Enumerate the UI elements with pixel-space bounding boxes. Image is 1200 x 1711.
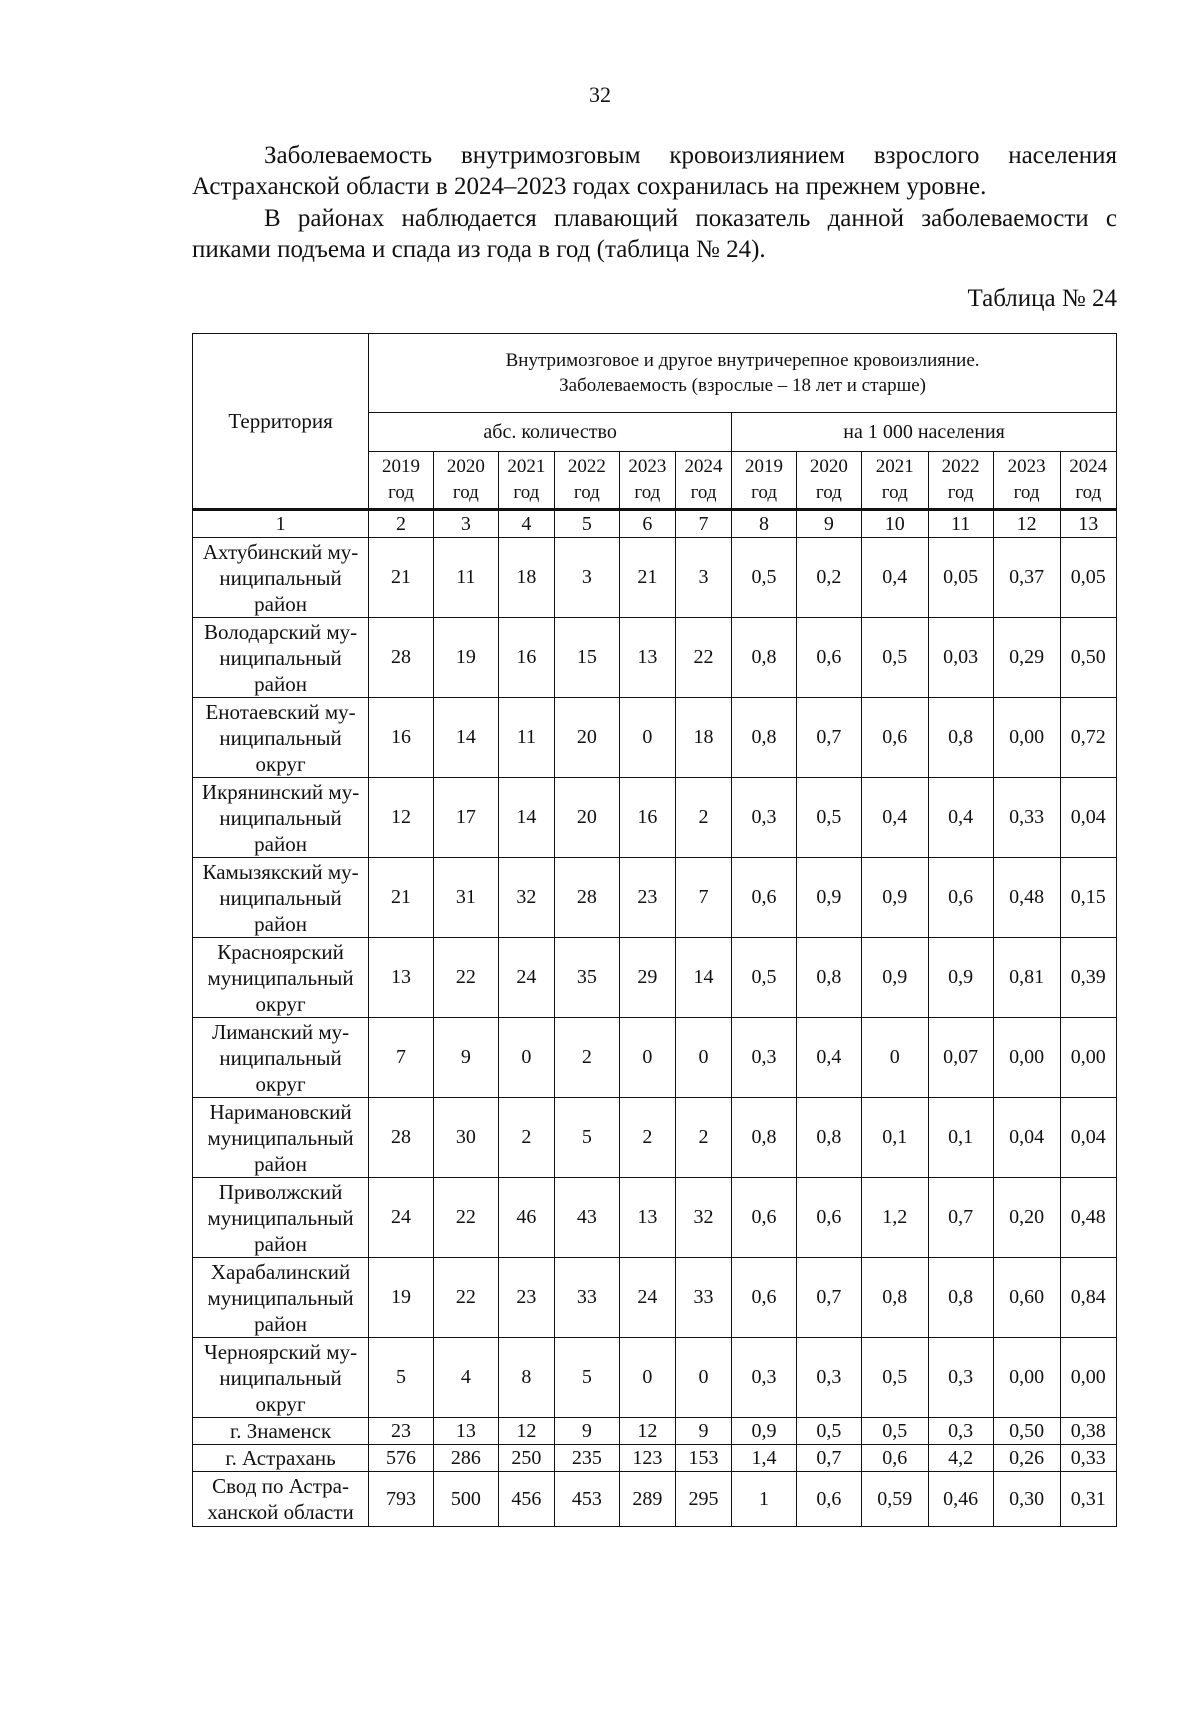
value-cell: 15 [554,618,619,698]
value-cell: 4 [433,1338,498,1418]
value-cell: 153 [675,1445,731,1472]
value-cell: 0,4 [796,1018,861,1098]
value-cell: 0,3 [732,778,797,858]
value-cell: 46 [498,1178,554,1258]
year-value: 2023 [628,456,667,477]
value-cell: 0,6 [796,1178,861,1258]
value-cell: 0,05 [1060,538,1116,618]
value-cell: 0,3 [732,1338,797,1418]
year-header-cell [498,452,554,510]
value-cell: 0,3 [796,1338,861,1418]
value-cell: 576 [369,1445,434,1472]
value-cell: 0,15 [1060,858,1116,938]
value-cell: 1,4 [732,1445,797,1472]
value-cell: 0,8 [861,1258,928,1338]
year-header-cell [993,452,1060,510]
value-cell: 0,5 [732,538,797,618]
value-cell: 12 [498,1418,554,1445]
value-cell: 0,8 [732,618,797,698]
value-cell: 2 [675,778,731,858]
value-cell: 2 [619,1098,675,1178]
value-cell: 3 [675,538,731,618]
value-cell: 0,6 [928,858,993,938]
value-cell: 22 [433,1178,498,1258]
value-cell: 0,9 [928,938,993,1018]
value-cell: 0,5 [732,938,797,1018]
value-cell: 9 [675,1418,731,1445]
value-cell: 0,30 [993,1472,1060,1527]
value-cell: 0,1 [861,1098,928,1178]
value-cell: 0,3 [732,1018,797,1098]
value-cell: 0,59 [861,1472,928,1527]
value-cell: 0,00 [993,1018,1060,1098]
year-value: 2022 [941,456,980,477]
year-value: 2019 [745,456,784,477]
value-cell: 21 [369,538,434,618]
territory-cell: Лиманский му- ниципальный округ [193,1018,369,1098]
value-cell: 16 [369,698,434,778]
paragraph-2: В районах наблюдается плавающий показатель данной заболеваемости с пиками подъема и спада из года в год (таблица № 24). [192,205,1117,263]
value-cell: 21 [369,858,434,938]
value-cell: 2 [498,1098,554,1178]
value-cell: 7 [369,1018,434,1098]
territory-cell: Черноярский му- ниципальный округ [193,1338,369,1418]
column-number-cell: 9 [796,510,861,538]
value-cell: 31 [433,858,498,938]
value-cell: 43 [554,1178,619,1258]
column-number-cell: 10 [861,510,928,538]
value-cell: 0,5 [861,1418,928,1445]
value-cell: 23 [369,1418,434,1445]
value-cell: 22 [433,938,498,1018]
table-row [193,1445,1117,1472]
value-cell: 1 [732,1472,797,1527]
value-cell: 0 [675,1338,731,1418]
year-header-cell [1060,452,1116,510]
value-cell: 32 [498,858,554,938]
value-cell: 19 [369,1258,434,1338]
value-cell: 4,2 [928,1445,993,1472]
value-cell: 2 [554,1018,619,1098]
value-cell: 235 [554,1445,619,1472]
territory-cell: Камызякский му- ниципальный район [193,858,369,938]
value-cell: 24 [498,938,554,1018]
table-row [193,1098,1117,1178]
table-row [193,1178,1117,1258]
value-cell: 0,8 [796,1098,861,1178]
value-cell: 5 [554,1338,619,1418]
year-header-cell [732,452,797,510]
value-cell: 0,38 [1060,1418,1116,1445]
column-number-cell: 4 [498,510,554,538]
value-cell: 0,5 [796,1418,861,1445]
value-cell: 24 [369,1178,434,1258]
value-cell: 3 [554,538,619,618]
value-cell: 21 [619,538,675,618]
year-header-cell [861,452,928,510]
value-cell: 19 [433,618,498,698]
table-row [193,1418,1117,1445]
value-cell: 0,8 [732,698,797,778]
main-header-line1: Внутримозговое и другое внутричерепное кровоизлияние. [505,350,980,371]
value-cell: 0,07 [928,1018,993,1098]
territory-cell: г. Астрахань [193,1445,369,1472]
value-cell: 0,5 [796,778,861,858]
territory-header: Территория [193,334,369,510]
value-cell: 0,50 [993,1418,1060,1445]
value-cell: 22 [675,618,731,698]
value-cell: 9 [554,1418,619,1445]
value-cell: 0,5 [861,618,928,698]
value-cell: 13 [433,1418,498,1445]
value-cell: 5 [369,1338,434,1418]
value-cell: 0,04 [1060,778,1116,858]
value-cell: 0,7 [796,1445,861,1472]
value-cell: 0,6 [796,1472,861,1527]
value-cell: 0,8 [796,938,861,1018]
value-cell: 28 [369,618,434,698]
year-value: 2023 [1007,456,1046,477]
value-cell: 33 [554,1258,619,1338]
table-row [193,938,1117,1018]
value-cell: 0 [861,1018,928,1098]
year-header-cell [928,452,993,510]
year-value: 2024 [1069,456,1108,477]
value-cell: 0 [619,1338,675,1418]
table-row [193,1338,1117,1418]
incidence-table [192,333,1117,1527]
value-cell: 12 [619,1418,675,1445]
value-cell: 22 [433,1258,498,1338]
value-cell: 456 [498,1472,554,1527]
value-cell: 0,33 [993,778,1060,858]
column-number-cell: 12 [993,510,1060,538]
territory-cell: Свод по Астра- ханской области [193,1472,369,1527]
value-cell: 0,2 [796,538,861,618]
territory-cell: Приволжский муниципальный район [193,1178,369,1258]
table-row [193,858,1117,938]
value-cell: 0,72 [1060,698,1116,778]
year-header-cell [619,452,675,510]
value-cell: 23 [498,1258,554,1338]
year-suffix: год [452,482,479,503]
value-cell: 0,4 [861,538,928,618]
table-row [193,1258,1117,1338]
value-cell: 12 [369,778,434,858]
value-cell: 0,8 [928,698,993,778]
territory-cell: г. Знаменск [193,1418,369,1445]
column-number-cell: 6 [619,510,675,538]
column-number-cell: 2 [369,510,434,538]
year-suffix: год [690,482,717,503]
year-suffix: год [947,482,974,503]
value-cell: 0,00 [1060,1018,1116,1098]
value-cell: 0,6 [861,698,928,778]
value-cell: 0,33 [1060,1445,1116,1472]
table-caption: Таблица № 24 [967,285,1117,312]
year-value: 2019 [382,456,421,477]
value-cell: 28 [554,858,619,938]
column-number-cell: 3 [433,510,498,538]
value-cell: 0,60 [993,1258,1060,1338]
value-cell: 13 [619,1178,675,1258]
value-cell: 0,03 [928,618,993,698]
value-cell: 16 [619,778,675,858]
value-cell: 14 [433,698,498,778]
value-cell: 123 [619,1445,675,1472]
value-cell: 33 [675,1258,731,1338]
value-cell: 0,50 [1060,618,1116,698]
value-cell: 0,3 [928,1338,993,1418]
value-cell: 14 [675,938,731,1018]
value-cell: 0,8 [928,1258,993,1338]
column-number-cell: 5 [554,510,619,538]
main-header [369,334,1117,413]
value-cell: 0,84 [1060,1258,1116,1338]
year-header-cell [369,452,434,510]
value-cell: 13 [619,618,675,698]
year-suffix: год [388,482,415,503]
value-cell: 0,9 [732,1418,797,1445]
year-suffix: год [751,482,778,503]
value-cell: 29 [619,938,675,1018]
value-cell: 0,05 [928,538,993,618]
column-number-row [193,510,1117,538]
value-cell: 9 [433,1018,498,1098]
value-cell: 0 [619,698,675,778]
value-cell: 0,04 [993,1098,1060,1178]
year-suffix: год [634,482,661,503]
value-cell: 289 [619,1472,675,1527]
value-cell: 0,6 [732,1178,797,1258]
year-suffix: год [573,482,600,503]
value-cell: 7 [675,858,731,938]
year-value: 2022 [567,456,606,477]
value-cell: 30 [433,1098,498,1178]
value-cell: 13 [369,938,434,1018]
value-cell: 0,7 [796,698,861,778]
table-row [193,698,1117,778]
value-cell: 0,4 [861,778,928,858]
value-cell: 0,1 [928,1098,993,1178]
table-row [193,778,1117,858]
year-value: 2024 [684,456,723,477]
value-cell: 0,9 [796,858,861,938]
value-cell: 16 [498,618,554,698]
territory-cell: Володарский му- ниципальный район [193,618,369,698]
year-value: 2021 [875,456,914,477]
column-number-cell: 13 [1060,510,1116,538]
value-cell: 0,9 [861,858,928,938]
page-number: 32 [589,82,611,107]
value-cell: 0,29 [993,618,1060,698]
table-row [193,618,1117,698]
value-cell: 0,7 [928,1178,993,1258]
value-cell: 17 [433,778,498,858]
value-cell: 1,2 [861,1178,928,1258]
value-cell: 0,6 [861,1445,928,1472]
value-cell: 0 [619,1018,675,1098]
value-cell: 14 [498,778,554,858]
paragraph-1: Заболеваемость внутримозговым кровоизлиянием взрослого населения Астраханской области в 2024–2023 годах сохранилась на прежнем уровне. [192,142,1117,200]
value-cell: 0,8 [732,1098,797,1178]
column-number-cell: 7 [675,510,731,538]
column-number-cell: 1 [193,510,369,538]
value-cell: 5 [554,1098,619,1178]
column-number-cell: 8 [732,510,797,538]
year-value: 2021 [507,456,546,477]
value-cell: 0,48 [1060,1178,1116,1258]
value-cell: 2 [675,1098,731,1178]
value-cell: 0,26 [993,1445,1060,1472]
column-number-cell: 11 [928,510,993,538]
value-cell: 250 [498,1445,554,1472]
table-row [193,1472,1117,1527]
value-cell: 0,4 [928,778,993,858]
year-suffix: год [881,482,908,503]
value-cell: 500 [433,1472,498,1527]
value-cell: 0,48 [993,858,1060,938]
year-suffix: год [1075,482,1102,503]
value-cell: 0,00 [1060,1338,1116,1418]
value-cell: 0,81 [993,938,1060,1018]
year-suffix: год [815,482,842,503]
value-cell: 793 [369,1472,434,1527]
year-suffix: год [513,482,540,503]
value-cell: 11 [433,538,498,618]
value-cell: 35 [554,938,619,1018]
value-cell: 18 [498,538,554,618]
value-cell: 0,04 [1060,1098,1116,1178]
value-cell: 20 [554,698,619,778]
value-cell: 0,46 [928,1472,993,1527]
table-row [193,1018,1117,1098]
value-cell: 24 [619,1258,675,1338]
year-header-cell [554,452,619,510]
value-cell: 453 [554,1472,619,1527]
main-header-line2: Заболеваемость (взрослые – 18 лет и старше) [559,375,926,396]
value-cell: 20 [554,778,619,858]
value-cell: 0,37 [993,538,1060,618]
value-cell: 28 [369,1098,434,1178]
value-cell: 0,9 [861,938,928,1018]
year-value: 2020 [446,456,485,477]
value-cell: 0,31 [1060,1472,1116,1527]
value-cell: 0,6 [732,1258,797,1338]
year-suffix: год [1013,482,1040,503]
value-cell: 286 [433,1445,498,1472]
value-cell: 0,6 [796,618,861,698]
value-cell: 0,00 [993,1338,1060,1418]
year-header-cell [433,452,498,510]
year-header-cell [675,452,731,510]
year-header-cell [796,452,861,510]
territory-cell: Енотаевский му- ниципальный округ [193,698,369,778]
territory-cell: Харабалинский муниципальный район [193,1258,369,1338]
value-cell: 0,20 [993,1178,1060,1258]
value-cell: 0,5 [861,1338,928,1418]
year-value: 2020 [809,456,848,477]
table-row [193,538,1117,618]
value-cell: 0,6 [732,858,797,938]
value-cell: 295 [675,1472,731,1527]
value-cell: 11 [498,698,554,778]
territory-cell: Наримановский муниципальный район [193,1098,369,1178]
territory-cell: Красноярский муниципальный округ [193,938,369,1018]
value-cell: 8 [498,1338,554,1418]
territory-cell: Икрянинский му- ниципальный район [193,778,369,858]
value-cell: 0,7 [796,1258,861,1338]
value-cell: 0 [675,1018,731,1098]
group-header-abs: абс. количество [369,413,732,452]
value-cell: 0,3 [928,1418,993,1445]
group-header-per1000: на 1 000 населения [732,413,1117,452]
value-cell: 0 [498,1018,554,1098]
value-cell: 23 [619,858,675,938]
territory-cell: Ахтубинский му- ниципальный район [193,538,369,618]
value-cell: 0,00 [993,698,1060,778]
value-cell: 18 [675,698,731,778]
value-cell: 32 [675,1178,731,1258]
value-cell: 0,39 [1060,938,1116,1018]
